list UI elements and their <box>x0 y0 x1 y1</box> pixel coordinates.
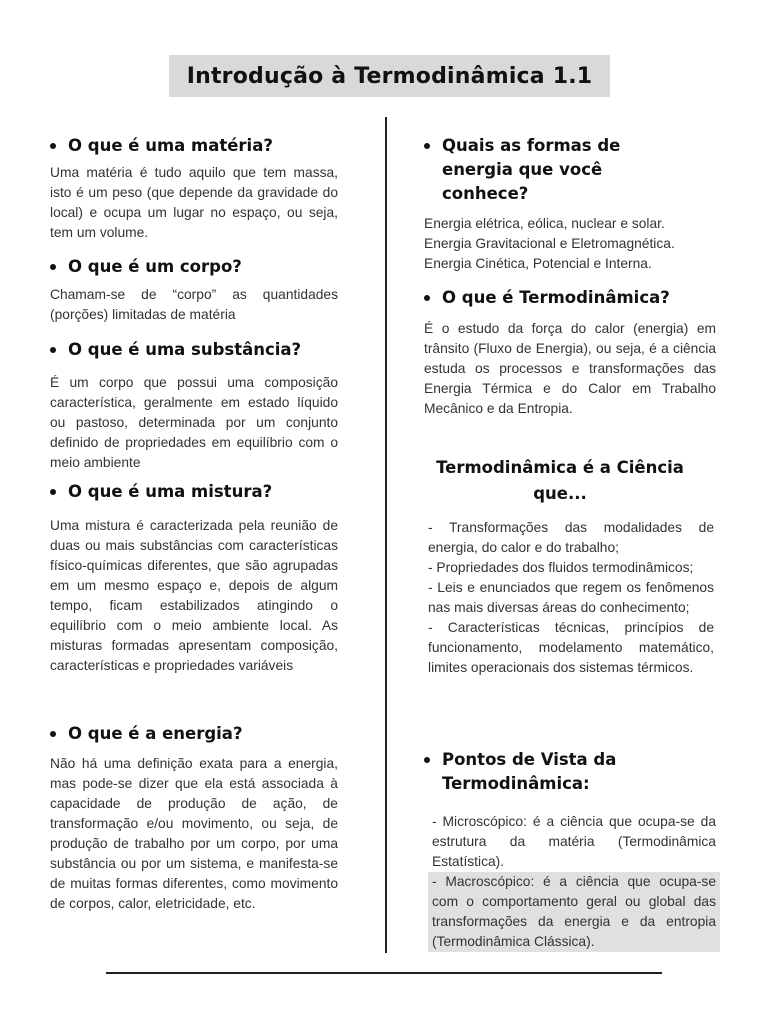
section-body: É um corpo que possui uma composição característica, geralmente em estado líquido ou pastoso, determinada por um conjunto definido de propriedades em equilíbrio com o meio ambiente <box>50 375 338 470</box>
ciencia-item: - Transformações das modalidades de energia, do calor e do trabalho; <box>428 520 714 555</box>
formas-line: Energia Gravitacional e Eletromagnética. <box>424 236 675 251</box>
bullet-icon <box>50 489 56 495</box>
bullet-icon <box>50 347 56 353</box>
section-body: É o estudo da força do calor (energia) em trânsito (Fluxo de Energia), ou seja, é a ciência estuda os processos e transformações das Energia Térmica e do Calor em Trabalho Mecânico e da Entropia. <box>424 321 716 416</box>
bottom-rule <box>106 972 662 974</box>
bullet-icon <box>424 143 430 149</box>
section-termodinamica <box>424 286 716 419</box>
bullet-icon <box>50 143 56 149</box>
bullet-icon <box>424 757 430 763</box>
formas-line: Energia Cinética, Potencial e Interna. <box>424 256 652 271</box>
bullet-icon <box>50 264 56 270</box>
section-heading: O que é a energia? <box>50 722 338 746</box>
section-heading: O que é Termodinâmica? <box>424 286 716 310</box>
ciencia-item: - Propriedades dos fluidos termodinâmicos; <box>428 560 694 575</box>
section-corpo <box>50 255 338 325</box>
macroscopico-text: - Macroscópico: é a ciência que ocupa-se com o comportamento geral ou global das transformações da energia e da entropia (Termodinâmica Clássica). <box>428 872 720 952</box>
section-materia <box>50 134 338 243</box>
section-body: Não há uma definição exata para a energia, mas pode-se dizer que ela está associada à capacidade de produção de ação, de transformação e/ou movimento, ou seja, de produção de trabalho por um corpo, por uma substância ou por um sistema, e manifesta-se de muitas formas diferentes, como movimento de corpos, calor, eletricidade, etc. <box>50 756 338 911</box>
section-ciencia-list <box>428 518 714 678</box>
title-box <box>169 55 610 97</box>
section-heading: Pontos de Vista da Termodinâmica: <box>424 748 684 796</box>
section-heading: O que é um corpo? <box>50 255 338 279</box>
section-formas <box>424 134 654 206</box>
section-substancia <box>50 338 338 473</box>
section-heading: O que é uma mistura? <box>50 480 338 504</box>
section-heading: Quais as formas de energia que você conhece? <box>424 134 654 206</box>
page-title: Introdução à Termodinâmica 1.1 <box>186 63 593 89</box>
bullet-icon <box>424 295 430 301</box>
section-heading: O que é uma substância? <box>50 338 338 362</box>
section-body: Uma matéria é tudo aquilo que tem massa, isto é um peso (que depende da gravidade do local) e ocupa um lugar no espaço, ou seja, tem um volume. <box>50 165 338 240</box>
section-body: Chamam-se de “corpo” as quantidades (porções) limitadas de matéria <box>50 287 338 322</box>
ciencia-item: - Características técnicas, princípios de funcionamento, modelamento matemático, limites operacionais dos sistemas térmicos. <box>428 620 714 675</box>
section-body: Uma mistura é caracterizada pela reunião de duas ou mais substâncias com características físico-químicas diferentes, que são agrupadas em um mesmo espaço e, depois de algum tempo, ficam estabilizados atingindo o equilíbrio com o meio ambiente local. As misturas formadas apresentam composição, características e propriedades variáveis <box>50 518 338 673</box>
section-pontos-body <box>428 812 720 952</box>
section-ciencia-heading <box>420 455 700 507</box>
section-formas-body <box>424 214 716 274</box>
section-heading: Termodinâmica é a Ciência que... <box>436 458 684 503</box>
microscopico-text: - Microscópico: é a ciência que ocupa-se da estrutura da matéria (Termodinâmica Estatística). <box>432 814 716 869</box>
section-pontos <box>424 748 684 796</box>
column-divider <box>385 117 387 953</box>
section-energia <box>50 722 338 914</box>
section-heading: O que é uma matéria? <box>50 134 338 158</box>
bullet-icon <box>50 731 56 737</box>
formas-line: Energia elétrica, eólica, nuclear e solar. <box>424 216 665 231</box>
section-mistura <box>50 480 338 676</box>
ciencia-item: - Leis e enunciados que regem os fenômenos nas mais diversas áreas do conhecimento; <box>428 580 714 615</box>
